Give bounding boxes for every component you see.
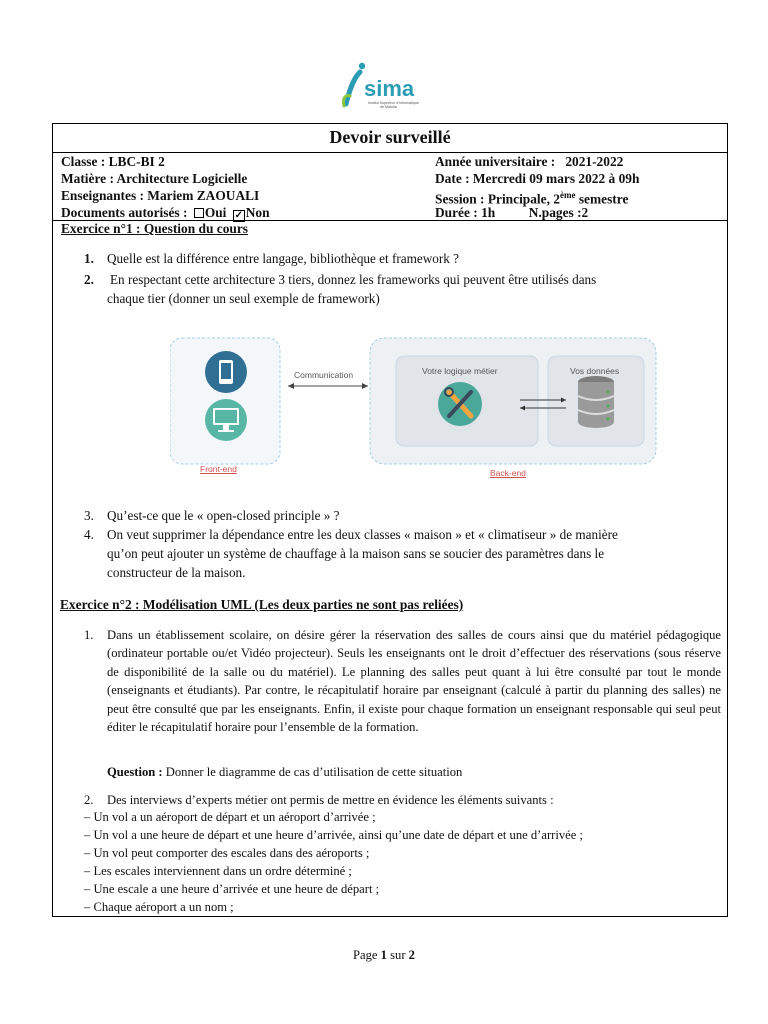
question-4-line3: constructeur de la maison. — [107, 565, 246, 580]
q1-number: 1. — [84, 251, 94, 266]
exercice2-title: Exercice n°2 : Modélisation UML (Les deux parties ne sont pas reliées) — [60, 597, 464, 612]
p1-number: 1. — [84, 628, 94, 642]
non-checkbox-checked[interactable]: ✓ — [234, 210, 243, 221]
classe-label: Classe : LBC-BI 2 — [61, 154, 165, 169]
svg-text:Institut Supérieur d'Informati: Institut Supérieur d'Informatique — [368, 101, 419, 105]
question-3: Qu’est-ce que le « open-closed principle » ? — [107, 508, 340, 523]
question-line: Question : Donner le diagramme de cas d’utilisation de cette situation — [107, 765, 463, 779]
front-end-label: Front-end — [200, 464, 237, 474]
enseignantes-label: Enseignantes : Mariem ZAOUALI — [61, 188, 260, 203]
annee-row: Année universitaire : 2021-2022 — [435, 154, 624, 169]
list-item: – Les escales interviennent dans un ordre déterminé ; — [84, 864, 352, 878]
question-4-line2: qu’on peut ajouter un système de chauffage à la maison sans se soucier des paramètres dans le — [107, 546, 605, 561]
list-item: – Un vol a une heure de départ et une heure d’arrivée, ainsi qu’une date de départ et une d’arrivée ; — [84, 828, 583, 842]
svg-text:de Mahdia: de Mahdia — [380, 105, 397, 109]
page-title: Devoir surveillé — [329, 127, 451, 147]
oui-checkbox[interactable] — [194, 208, 204, 218]
logique-label: Votre logique métier — [422, 366, 498, 376]
list-item: – Un vol peut comporter des escales dans des aéroports ; — [84, 846, 370, 860]
exercice1-title: Exercice n°1 : Question du cours — [61, 221, 248, 236]
documents-row: Documents autorisés : Oui ✓ Non — [61, 205, 270, 221]
database-icon — [578, 376, 614, 428]
question-4-line1: On veut supprimer la dépendance entre les deux classes « maison » et « climatiseur » de manière — [107, 527, 618, 542]
list-item: – Chaque aéroport a un nom ; — [84, 900, 234, 914]
page-footer: Page 1 sur 2 — [353, 948, 415, 962]
back-end-label: Back-end — [490, 468, 526, 478]
session-label: Session : Principale, 2ème semestre — [435, 190, 629, 207]
list-item: – Une escale a une heure d’arrivée et une heure de départ ; — [84, 882, 380, 896]
duree-row: Durée : 1h N.pages :2 — [435, 205, 589, 220]
question-2-line2: chaque tier (donner un seul exemple de framework) — [107, 291, 380, 306]
exercise2-paragraph1: Dans un établissement scolaire, on désire gérer la réservation des salles de cours ainsi que du matériel pédagogique (ordinateur portable ou/et Vidéo projecteur). Seuls les enseignants ont le droit d’effectuer des réservations (sous réserve de disponibilité de la salle ou du matériel). Le planning des salles peut quant à lui être consulté par tout le monde (enseignants et étudiants). Par contre, le récapitulatif horaire par enseignant (calculé à partir du planning des salles) ne peut être consulté que par les enseignants. Enfin, il existe pour chaque formation un enseignant responsable qui seul peut éditer le récapitulatif horaire pour l’ensemble de la formation. — [107, 628, 721, 735]
three-tier-diagram — [170, 324, 658, 484]
donnees-label: Vos données — [570, 366, 620, 376]
q4-number: 4. — [84, 527, 94, 542]
date-label: Date : Mercredi 09 mars 2022 à 09h — [435, 171, 640, 186]
exercise2-paragraph2-intro: Des interviews d’experts métier ont permis de mettre en évidence les éléments suivants : — [107, 793, 554, 807]
logo-text: sima — [364, 76, 415, 101]
logo-graphic — [340, 58, 432, 114]
matiere-label: Matière : Architecture Logicielle — [61, 171, 248, 186]
q2-number: 2. — [84, 272, 94, 287]
question-2-line1: En respectant cette architecture 3 tiers, donnez les frameworks qui peuvent être utilisés dans — [110, 272, 597, 287]
isima-logo — [340, 58, 432, 114]
list-item: – Un vol a un aéroport de départ et un aéroport d’arrivée ; — [84, 810, 376, 824]
question-1: Quelle est la différence entre langage, bibliothèque et framework ? — [107, 251, 459, 266]
communication-label: Communication — [294, 370, 354, 380]
q3-number: 3. — [84, 508, 94, 523]
p2-number: 2. — [84, 793, 94, 807]
